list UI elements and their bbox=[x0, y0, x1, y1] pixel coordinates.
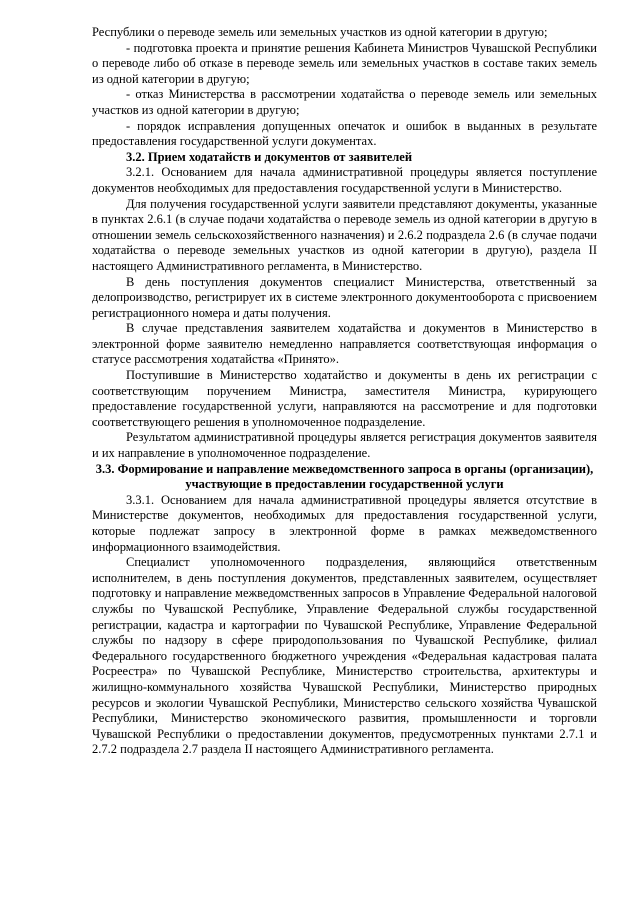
paragraph-forwarding: Поступившие в Министерство ходатайство и документы в день их регистрации с соответствующим поручением Министра, заместителя Министра, курирующего предоставление государственной услуги, направляются на рассмотрение и для подготовки соответствующего решения в уполномоченное подразделение. bbox=[92, 368, 597, 429]
document-page bbox=[92, 25, 597, 758]
section-heading-3-2: 3.2. Прием ходатайств и документов от заявителей bbox=[126, 149, 413, 164]
list-item-error-correction: - порядок исправления допущенных опечаток и ошибок в выданных в результате предоставления государственной услуги документах. bbox=[92, 118, 597, 149]
paragraph-interagency-requests: Специалист уполномоченного подразделения, являющийся ответственным исполнителем, в день поступления документов, представленных заявителем, осуществляет подготовку и направление межведомственных запросов в Управление Федеральной налоговой службы по Чувашской Республике, Управление Федеральной службы государственной регистрации, кадастра и картографии по Чувашской Республике, Управление Федеральной службы по надзору в сфере природопользования по Чувашской Республике, филиал Федерального государственного бюджетного учреждения «Федеральная кадастровая палата Росреестра» по Чувашской Республике, Министерство строительства, архитектуры и жилищно-коммунального хозяйства Чувашской Республики, Министерство природных ресурсов и экологии Чувашской Республики, Министерство сельского хозяйства Чувашской Республики, Министерство экономического развития, промышленности и торговли Чувашской Республики о предоставлении документов, предусмотренных пунктами 2.7.1 и 2.7.2 подраздела 2.7 раздела II настоящего Административного регламента. bbox=[92, 555, 597, 757]
paragraph-registration: В день поступления документов специалист Министерства, ответственный за делопроизводство, регистрирует их в системе электронного документооборота с присвоением регистрационного номера и даты получения. bbox=[92, 274, 597, 320]
paragraph-continuation: Республики о переводе земель или земельных участков из одной категории в другую; bbox=[92, 25, 548, 39]
paragraph-3-3-1: 3.3.1. Основанием для начала административной процедуры является отсутствие в Министерстве документов, необходимых для предоставления государственной услуги, которые подлежат запросу в электронной форме в рамках межведомственного информационного взаимодействия. bbox=[92, 492, 597, 554]
list-item-cabinet-decision: - подготовка проекта и принятие решения Кабинета Министров Чувашской Республики о переводе либо об отказе в переводе земель или земельных участков в составе таких земель из одной категории в другую; bbox=[92, 40, 597, 86]
paragraph-result: Результатом административной процедуры является регистрация документов заявителя и их направление в уполномоченное подразделение. bbox=[92, 430, 597, 461]
paragraph-documents-required: Для получения государственной услуги заявители представляют документы, указанные в пунктах 2.6.1 (в случае подачи ходатайства о переводе земель из одной категории в другую в отношении земель сельскохозяйственного назначения) и 2.6.2 подраздела 2.6 (в случае подачи ходатайства о переводе земельных участков из одной категории в другую), раздела II настоящего Административного регламента, в Министерство. bbox=[92, 196, 597, 273]
paragraph-electronic-form: В случае представления заявителем ходатайства и документов в Министерство в электронной форме заявителю немедленно направляется соответствующая информация о статусе рассмотрения ходатайства «Принято». bbox=[92, 321, 597, 367]
section-heading-3-3: 3.3. Формирование и направление межведомственного запроса в органы (организации), участвующие в предоставлении государственной услуги bbox=[95, 461, 594, 492]
paragraph-3-2-1: 3.2.1. Основанием для начала административной процедуры является поступление документов необходимых для предоставления государственной услуги в Министерство. bbox=[92, 165, 597, 195]
list-item-ministry-refusal: - отказ Министерства в рассмотрении ходатайства о переводе земель или земельных участков из одной категории в другую; bbox=[92, 87, 597, 117]
